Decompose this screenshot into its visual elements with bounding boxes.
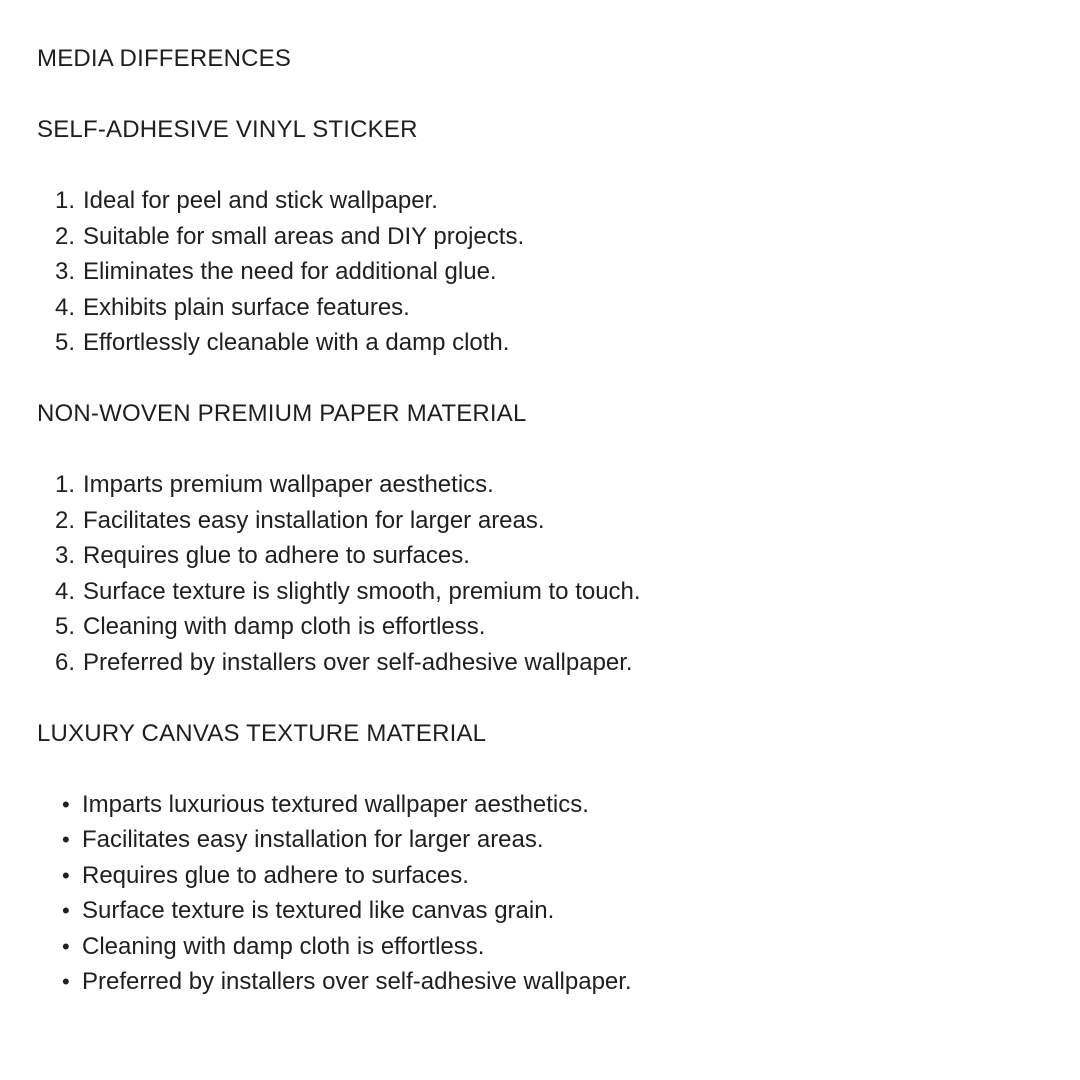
- list-item-text: Facilitates easy installation for larger areas.: [82, 826, 544, 853]
- section-self-adhesive-vinyl-sticker: [37, 112, 1040, 361]
- bullet-icon: •: [62, 827, 70, 852]
- section-heading: SELF-ADHESIVE VINYL STICKER: [37, 116, 418, 143]
- list-item-text: Exhibits plain surface features.: [83, 293, 410, 321]
- numbered-list: [55, 183, 1040, 361]
- section-non-woven-premium-paper: [37, 396, 1040, 680]
- bullet-icon: •: [62, 898, 70, 923]
- list-number: 5.: [55, 613, 76, 640]
- list-item-text: Imparts luxurious textured wallpaper aesthetics.: [82, 790, 589, 818]
- list-item: [55, 254, 1040, 290]
- list-number: 3.: [55, 258, 76, 285]
- list-item-text: Imparts premium wallpaper aesthetics.: [83, 471, 494, 498]
- section-heading: NON-WOVEN PREMIUM PAPER MATERIAL: [37, 400, 527, 427]
- list-item-text: Surface texture is textured like canvas grain.: [82, 897, 555, 924]
- list-item: [55, 219, 1040, 255]
- list-item-text: Facilitates easy installation for larger areas.: [83, 506, 545, 534]
- list-item: [62, 822, 1040, 858]
- list-number: 6.: [55, 648, 76, 676]
- bullet-icon: •: [62, 862, 70, 888]
- bulleted-list: [62, 787, 1040, 1000]
- list-item: [55, 574, 1040, 610]
- list-item-text: Requires glue to adhere to surfaces.: [82, 861, 469, 889]
- document-title: MEDIA DIFFERENCES: [37, 45, 292, 72]
- list-item: [55, 645, 1040, 681]
- list-item: [55, 503, 1040, 539]
- numbered-list: [55, 467, 1040, 680]
- list-item-text: Preferred by installers over self-adhesive wallpaper.: [82, 968, 632, 995]
- section-luxury-canvas-texture: [37, 716, 1040, 1000]
- list-item: [62, 964, 1040, 1000]
- bullet-icon: •: [62, 969, 70, 994]
- list-number: 2.: [55, 506, 76, 534]
- list-number: 3.: [55, 542, 76, 569]
- list-item: [55, 183, 1040, 219]
- list-item: [55, 290, 1040, 326]
- list-item: [62, 787, 1040, 823]
- list-item: [62, 893, 1040, 929]
- list-item: [55, 467, 1040, 503]
- list-item-text: Cleaning with damp cloth is effortless.: [82, 932, 485, 960]
- list-number: 5.: [55, 329, 76, 356]
- list-item: [55, 538, 1040, 574]
- list-item-text: Suitable for small areas and DIY projects.: [83, 222, 525, 250]
- list-item-text: Preferred by installers over self-adhesive wallpaper.: [83, 648, 633, 676]
- list-item: [62, 858, 1040, 894]
- list-item-text: Surface texture is slightly smooth, premium to touch.: [83, 577, 641, 605]
- list-number: 4.: [55, 577, 76, 605]
- list-item-text: Requires glue to adhere to surfaces.: [83, 542, 470, 569]
- list-number: 2.: [55, 222, 76, 250]
- list-number: 1.: [55, 187, 76, 214]
- list-item-text: Effortlessly cleanable with a damp cloth.: [83, 329, 510, 356]
- bullet-icon: •: [62, 791, 70, 817]
- list-item: [55, 325, 1040, 361]
- list-item-text: Eliminates the need for additional glue.: [83, 258, 497, 285]
- list-item-text: Ideal for peel and stick wallpaper.: [83, 187, 438, 214]
- list-item: [62, 929, 1040, 965]
- section-heading: LUXURY CANVAS TEXTURE MATERIAL: [37, 719, 487, 747]
- list-number: 4.: [55, 293, 76, 321]
- bullet-icon: •: [62, 933, 70, 959]
- list-item: [55, 609, 1040, 645]
- list-item-text: Cleaning with damp cloth is effortless.: [83, 613, 486, 640]
- list-number: 1.: [55, 471, 76, 498]
